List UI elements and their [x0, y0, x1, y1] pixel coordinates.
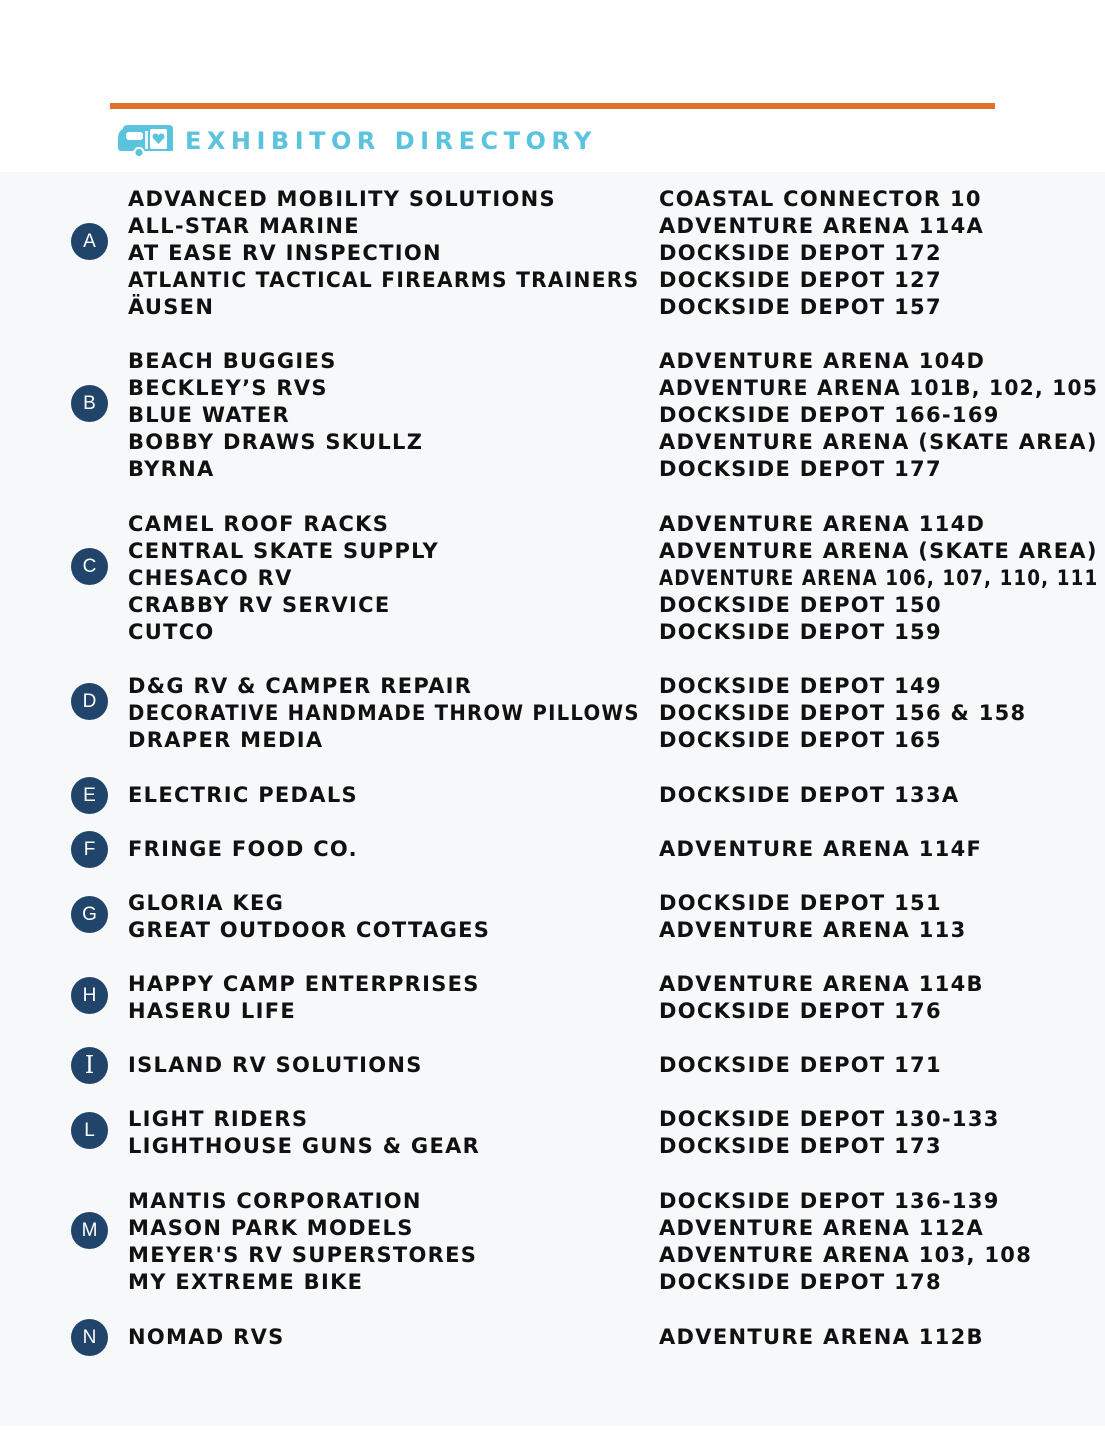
exhibitor-name: ATLANTIC TACTICAL FIREARMS TRAINERS — [128, 268, 640, 293]
booth-location: DOCKSIDE DEPOT 151 — [659, 891, 942, 915]
exhibitor-row — [0, 700, 1105, 727]
booth-location: DOCKSIDE DEPOT 176 — [659, 999, 942, 1024]
booth-location: ADVENTURE ARENA 114B — [659, 972, 984, 996]
letter-badge: D — [71, 683, 108, 720]
booth-location: ADVENTURE ARENA 113 — [659, 918, 967, 943]
exhibitor-row — [0, 565, 1105, 592]
exhibitor-name: GREAT OUTDOOR COTTAGES — [128, 918, 491, 943]
exhibitor-row — [0, 782, 1105, 809]
booth-location: ADVENTURE ARENA 114F — [659, 837, 983, 861]
exhibitor-row — [0, 294, 1105, 321]
entry-list — [0, 836, 1105, 863]
entry-list — [0, 348, 1105, 483]
booth-location: ADVENTURE ARENA 103, 108 — [659, 1243, 1033, 1268]
exhibitor-name: CRABBY RV SERVICE — [128, 593, 391, 618]
entry-list — [0, 511, 1105, 646]
exhibitor-row — [0, 1242, 1105, 1269]
booth-location: DOCKSIDE DEPOT 159 — [659, 620, 942, 645]
exhibitor-name: ALL-STAR MARINE — [128, 214, 360, 239]
exhibitor-row — [0, 1133, 1105, 1160]
booth-location: DOCKSIDE DEPOT 130-133 — [659, 1107, 1000, 1131]
booth-location: DOCKSIDE DEPOT 127 — [659, 268, 942, 293]
booth-location: DOCKSIDE DEPOT 171 — [659, 1053, 942, 1077]
exhibitor-name: NOMAD RVS — [128, 1325, 285, 1349]
exhibitor-row — [0, 186, 1105, 213]
booth-location: ADVENTURE ARENA 114A — [659, 214, 985, 239]
letter-badge: A — [71, 223, 108, 260]
letter-badge: E — [71, 777, 108, 814]
exhibitor-row — [0, 619, 1105, 646]
exhibitor-name: CAMEL ROOF RACKS — [128, 512, 390, 536]
exhibitor-row — [0, 348, 1105, 375]
header-divider — [110, 103, 995, 109]
booth-location: DOCKSIDE DEPOT 133A — [659, 783, 960, 807]
exhibitor-name: BLUE WATER — [128, 403, 291, 428]
exhibitor-row — [0, 1052, 1105, 1079]
exhibitor-row — [0, 213, 1105, 240]
exhibitor-row — [0, 673, 1105, 700]
entry-list — [0, 1324, 1105, 1351]
booth-location: ADVENTURE ARENA 112A — [659, 1216, 985, 1241]
exhibitor-row — [0, 267, 1105, 294]
booth-location: DOCKSIDE DEPOT 136-139 — [659, 1189, 1000, 1213]
booth-location: ADVENTURE ARENA 104D — [659, 349, 986, 373]
booth-location: DOCKSIDE DEPOT 178 — [659, 1270, 942, 1295]
exhibitor-row — [0, 592, 1105, 619]
exhibitor-row — [0, 1324, 1105, 1351]
exhibitor-name: HASERU LIFE — [128, 999, 297, 1024]
exhibitor-row — [0, 429, 1105, 456]
entry-list — [0, 890, 1105, 944]
exhibitor-row — [0, 727, 1105, 754]
exhibitor-name: LIGHT RIDERS — [128, 1107, 309, 1131]
booth-location: DOCKSIDE DEPOT 165 — [659, 728, 942, 753]
exhibitor-name: D&G RV & CAMPER REPAIR — [128, 674, 473, 698]
exhibitor-name: CUTCO — [128, 620, 215, 645]
exhibitor-name: DRAPER MEDIA — [128, 728, 324, 753]
exhibitor-name: MY EXTREME BIKE — [128, 1270, 364, 1295]
booth-location: DOCKSIDE DEPOT 156 & 158 — [659, 701, 1027, 726]
exhibitor-name: CENTRAL SKATE SUPPLY — [128, 539, 440, 564]
booth-location: DOCKSIDE DEPOT 150 — [659, 593, 942, 618]
exhibitor-row — [0, 1269, 1105, 1296]
booth-location: DOCKSIDE DEPOT 157 — [659, 295, 942, 320]
page-title: EXHIBITOR DIRECTORY — [185, 127, 597, 155]
exhibitor-row — [0, 836, 1105, 863]
booth-location: ADVENTURE ARENA 101B, 102, 105 — [659, 376, 1099, 401]
entry-list — [0, 1052, 1105, 1079]
exhibitor-name: ELECTRIC PEDALS — [128, 783, 358, 807]
letter-badge: H — [71, 977, 108, 1014]
exhibitor-row — [0, 240, 1105, 267]
exhibitor-name: ADVANCED MOBILITY SOLUTIONS — [128, 187, 556, 211]
entry-list — [0, 1106, 1105, 1160]
booth-location: DOCKSIDE DEPOT 173 — [659, 1134, 942, 1159]
exhibitor-row — [0, 456, 1105, 483]
booth-location: ADVENTURE ARENA 112B — [659, 1325, 984, 1349]
letter-badge: F — [71, 831, 108, 868]
camper-trailer-heart-icon — [117, 123, 175, 159]
exhibitor-name: AT EASE RV INSPECTION — [128, 241, 442, 266]
entry-list — [0, 782, 1105, 809]
booth-location: DOCKSIDE DEPOT 149 — [659, 674, 942, 698]
exhibitor-name: BEACH BUGGIES — [128, 349, 337, 373]
exhibitor-row — [0, 511, 1105, 538]
exhibitor-name: ISLAND RV SOLUTIONS — [128, 1053, 423, 1077]
booth-location: DOCKSIDE DEPOT 172 — [659, 241, 942, 266]
exhibitor-row — [0, 971, 1105, 998]
letter-badge: C — [71, 548, 108, 585]
booth-location: ADVENTURE ARENA 114D — [659, 512, 986, 536]
exhibitor-row — [0, 538, 1105, 565]
letter-badge: G — [71, 896, 108, 933]
exhibitor-row — [0, 917, 1105, 944]
exhibitor-row — [0, 402, 1105, 429]
entry-list — [0, 186, 1105, 321]
exhibitor-row — [0, 375, 1105, 402]
exhibitor-name: BOBBY DRAWS SKULLZ — [128, 430, 424, 455]
booth-location: ADVENTURE ARENA (SKATE AREA) — [659, 539, 1098, 564]
exhibitor-name: FRINGE FOOD CO. — [128, 837, 358, 861]
letter-badge: B — [71, 385, 108, 422]
letter-badge: L — [71, 1112, 108, 1149]
exhibitor-name: CHESACO RV — [128, 566, 293, 591]
exhibitor-name: BECKLEY’S RVS — [128, 376, 328, 401]
booth-location: DOCKSIDE DEPOT 166-169 — [659, 403, 1000, 428]
exhibitor-row — [0, 1215, 1105, 1242]
booth-location: ADVENTURE ARENA 106, 107, 110, 111 — [659, 566, 1099, 591]
booth-location: DOCKSIDE DEPOT 177 — [659, 457, 942, 482]
exhibitor-name: MASON PARK MODELS — [128, 1216, 414, 1241]
exhibitor-name: DECORATIVE HANDMADE THROW PILLOWS — [128, 701, 640, 726]
exhibitor-row — [0, 1188, 1105, 1215]
entry-list — [0, 1188, 1105, 1296]
exhibitor-name: LIGHTHOUSE GUNS & GEAR — [128, 1134, 481, 1159]
booth-location: COASTAL CONNECTOR 10 — [659, 187, 982, 211]
exhibitor-name: MANTIS CORPORATION — [128, 1189, 422, 1213]
entry-list — [0, 673, 1105, 754]
exhibitor-row — [0, 890, 1105, 917]
exhibitor-row — [0, 998, 1105, 1025]
exhibitor-name: BYRNA — [128, 457, 215, 482]
exhibitor-name: GLORIA KEG — [128, 891, 285, 915]
exhibitor-row — [0, 1106, 1105, 1133]
letter-badge: I — [71, 1047, 108, 1084]
page-header — [117, 122, 597, 160]
exhibitor-name: ÄUSEN — [128, 295, 215, 320]
exhibitor-name: HAPPY CAMP ENTERPRISES — [128, 972, 480, 996]
exhibitor-name: MEYER'S RV SUPERSTORES — [128, 1243, 478, 1268]
booth-location: ADVENTURE ARENA (SKATE AREA) — [659, 430, 1098, 455]
letter-badge: N — [71, 1319, 108, 1356]
letter-badge: M — [71, 1212, 108, 1249]
entry-list — [0, 971, 1105, 1025]
